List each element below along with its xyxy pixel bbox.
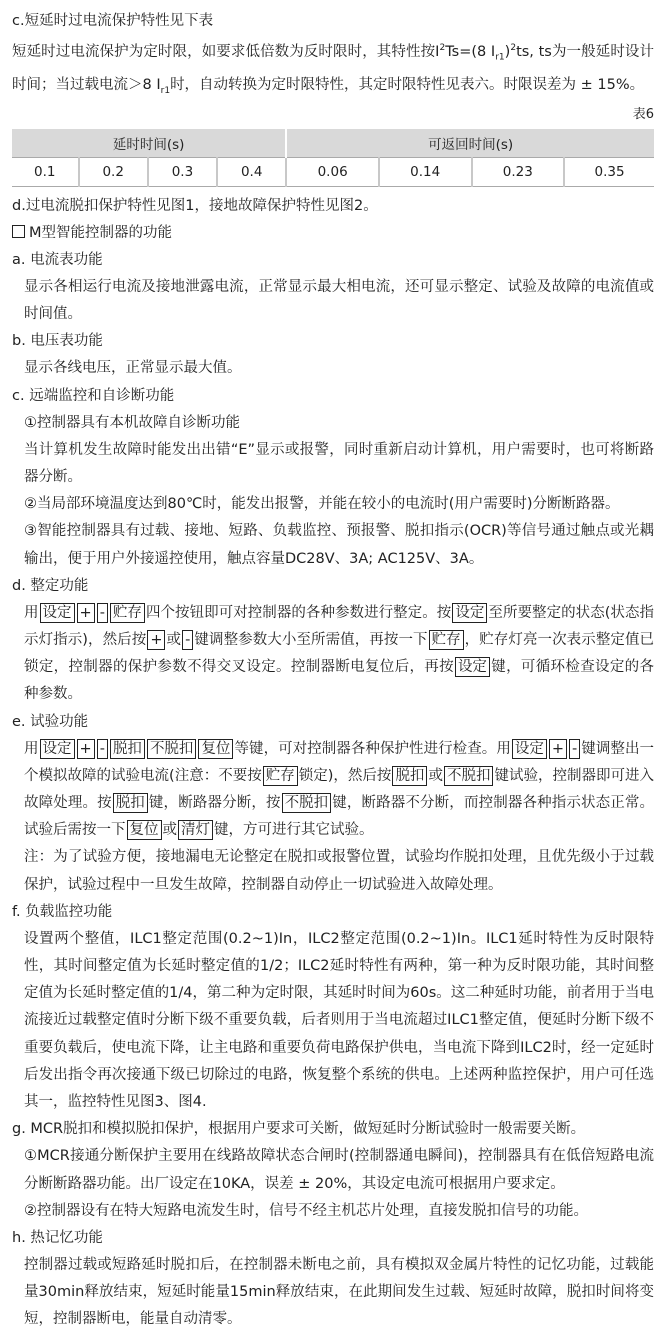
key-set: 设定 bbox=[40, 739, 75, 759]
f-title: f. 负载监控功能 bbox=[12, 903, 113, 920]
key-minus: - bbox=[569, 739, 580, 759]
a-title: a. 电流表功能 bbox=[12, 252, 103, 269]
table-cell: 0.2 bbox=[79, 158, 148, 187]
key-notrip: 不脱扣 bbox=[282, 793, 332, 813]
table-label: 表6 bbox=[632, 107, 654, 123]
key-store: 贮存 bbox=[110, 603, 145, 623]
key-set: 设定 bbox=[455, 657, 490, 677]
key-trip: 脱扣 bbox=[113, 793, 148, 813]
table-header-return: 可返回时间(s) bbox=[286, 129, 654, 158]
key-notrip: 不脱扣 bbox=[147, 739, 197, 759]
b-text: 显示各线电压，正常显示最大值。 bbox=[24, 360, 242, 377]
e-note: 注：为了试验方便，接地漏电无论整定在脱扣或报警位置，试验均作脱扣处理，且优先级小于过载保护，试验过程中一旦发生故障，控制器自动停止一切试验进入故障处理。 bbox=[24, 849, 654, 893]
key-set: 设定 bbox=[512, 739, 547, 759]
table-6 bbox=[12, 129, 654, 187]
m-title: M型智能控制器的功能 bbox=[12, 220, 654, 247]
d2-text: 用 设定 + - 贮存 四个按钮即可对控制器的各种参数进行整定。按 设定 至所要整定的状态(状态指示灯指示)，然后按 + 或 - 键调整参数大小至所需值，再按一下 贮存 ，贮存灯亮一次表示整定值已锁定，控制器的保护参数不得交叉设定。控制器断电复位后，再按 设定 键，可循环检查设定的各种参数。 bbox=[24, 604, 655, 703]
f-text: 设置两个整值，ILC1整定范围(0.2~1)In，ILC2整定范围(0.2~1)In。ILC1延时特性为反时限特性，其时间整定值为长延时整定值的1/2；ILC2延时特性有两种，第一种为反时限功能，其时间整定值为长延时整定值的1/4，第二种为定时限，其延时时间为60s。这二种延时功能，前者用于当电流接近过载整定值时分断下级不重要负载，后者则用于当电流超过ILC1整定值，便延时分断下级不重要负载后，使电流下降，让主电路和重要负荷电路保护供电，当电流下降到ILC2时，经一定延时后发出指令再次接通下级已切除过的电路，恢复整个系统的供电。上述两种监控保护，用户可任选其一，监控特性见图3、图4. bbox=[24, 930, 654, 1111]
g-item1: ①MCR接通分断保护主要用在线路故障状态合闸时(控制器通电瞬间)，控制器具有在低倍短路电流分断断路器功能。出厂设定在10KA，误差 ± 20%，其设定电流可根据用户要求定。 bbox=[24, 1148, 654, 1192]
key-clear: 清灯 bbox=[178, 820, 213, 840]
key-plus: + bbox=[549, 739, 567, 759]
key-plus: + bbox=[77, 603, 95, 623]
key-trip: 脱扣 bbox=[110, 739, 145, 759]
table-cell: 0.23 bbox=[472, 158, 565, 187]
key-minus: - bbox=[182, 630, 193, 650]
d2-title: d. 整定功能 bbox=[12, 577, 89, 594]
c2-title: c. 远端监控和自诊断功能 bbox=[12, 387, 175, 404]
key-reset: 复位 bbox=[198, 739, 233, 759]
b-title: b. 电压表功能 bbox=[12, 333, 103, 350]
table-header-delay: 延时时间(s) bbox=[12, 129, 286, 158]
h-text: 控制器过载或短路延时脱扣后，在控制器未断电之前，具有模拟双金属片特性的记忆功能，过载能量30min释放结束，短延时能量15min释放结束，在此期间发生过载、短延时故障，脱扣时间将变短，控制器断电，能量自动清零。 bbox=[24, 1256, 654, 1328]
c2-item1-text: 当计算机发生故障时能发出出错“E”显示或报警，同时重新启动计算机，用户需要时，也可将断路器分断。 bbox=[24, 441, 654, 486]
key-store: 贮存 bbox=[429, 630, 464, 650]
key-notrip: 不脱扣 bbox=[444, 766, 494, 786]
a-text: 显示各相运行电流及接地泄露电流，正常显示最大相电流，还可显示整定、试验及故障的电流值或时间值。 bbox=[24, 279, 654, 323]
g-title: g. MCR脱扣和模拟脱扣保护，根据用户要求可关断，做短延时分断试验时一般需要关断。 bbox=[12, 1121, 586, 1138]
table-cell: 0.14 bbox=[379, 158, 472, 187]
section-d-line: d.过电流脱扣保护特性见图1，接地故障保护特性见图2。 bbox=[12, 198, 378, 215]
table-row bbox=[12, 158, 654, 187]
key-set: 设定 bbox=[452, 603, 487, 623]
key-minus: - bbox=[97, 739, 108, 759]
key-set: 设定 bbox=[40, 603, 75, 623]
h-title: h. 热记忆功能 bbox=[12, 1229, 103, 1246]
key-trip: 脱扣 bbox=[392, 766, 427, 786]
checkbox-square-icon bbox=[12, 225, 25, 238]
key-plus: + bbox=[77, 739, 95, 759]
g-item2: ②控制器设有在特大短路电流发生时，信号不经主机芯片处理，直接发脱扣信号的功能。 bbox=[24, 1202, 588, 1219]
c2-item2: ②当局部环境温度达到80℃时，能发出报警，并能在较小的电流时(用户需要时)分断断路器。 bbox=[24, 496, 620, 513]
section-c-title: c.短延时过电流保护特性见下表 bbox=[12, 13, 214, 29]
e-text: 用 设定 + - 脱扣 不脱扣 复位 等键，可对控制器各种保护性进行检查。用 设定 + - 键调整出一个模拟故障的试验电流(注意：不要按 贮存 锁定)，然后按 脱扣 或 不脱扣 键试验，控制器即可进入故障处理。按 脱扣 键，断路器分断，按 不脱扣 键，断路器不分断，而控制器各种指示状态正常。试验后需按一下 复位 或 清灯 键，方可进行其它试验。 bbox=[24, 740, 655, 839]
key-reset: 复位 bbox=[127, 820, 162, 840]
c2-item3: ③智能控制器具有过载、接地、短路、负载监控、预报警、脱扣指示(OCR)等信号通过触点或光耦输出，便于用户外接遥控使用，触点容量DC28V、3A; AC125V、3A。 bbox=[24, 523, 654, 567]
table-cell: 0.4 bbox=[217, 158, 286, 187]
table-cell: 0.1 bbox=[12, 158, 79, 187]
e-title: e. 试验功能 bbox=[12, 713, 89, 730]
key-minus: - bbox=[97, 603, 108, 623]
table-cell: 0.06 bbox=[286, 158, 379, 187]
key-plus: + bbox=[147, 630, 165, 650]
section-c-paragraph: 短延时过电流保护为定时限，如要求低倍数为反时限时，其特性按$I^2Ts=(8$ $I_{r1})^2ts$, ts为一般延时设计时间；当过载电流＞8 $I_{r1}$时，自动转换为定时限特性，其定时限特性见表六。时限误差为 ± 15%。 bbox=[12, 43, 654, 96]
table-cell: 0.35 bbox=[564, 158, 654, 187]
key-store: 贮存 bbox=[263, 766, 298, 786]
table-cell: 0.3 bbox=[148, 158, 217, 187]
c2-item1: ①控制器具有本机故障自诊断功能 bbox=[24, 414, 240, 431]
